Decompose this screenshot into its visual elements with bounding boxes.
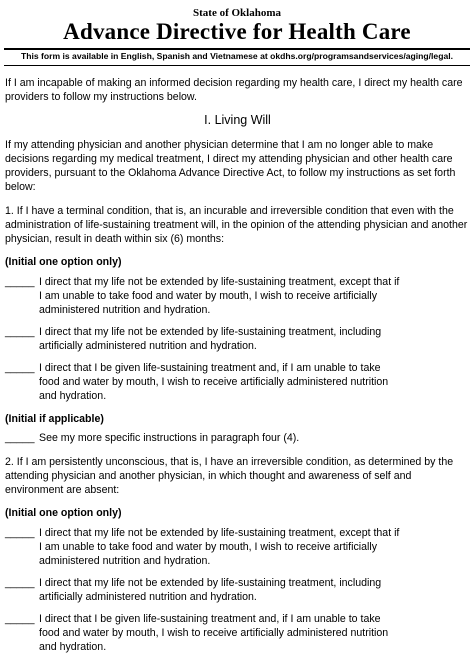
availability-rule — [4, 65, 470, 66]
initial-blank[interactable]: _____ — [5, 527, 35, 539]
initial-blank[interactable]: _____ — [5, 432, 35, 444]
paragraph-1-option-1 — [5, 275, 470, 317]
initial-blank[interactable]: _____ — [5, 613, 35, 625]
paragraph-1-applicable-label: (Initial if applicable) — [5, 413, 104, 425]
initial-blank[interactable]: _____ — [5, 577, 35, 589]
paragraph-1-text: 1. If I have a terminal condition, that is, an incurable and irreversible condition that even with the administration of life-sustaining treatment will, in the opinion of the attending physician and another physician, result in death within six (6) months: — [5, 205, 468, 245]
form-header — [0, 0, 474, 44]
section-title: I. Living Will — [204, 113, 271, 127]
initial-blank[interactable]: _____ — [5, 326, 35, 338]
paragraph-1-option-2 — [5, 325, 470, 353]
option-text: I direct that my life not be extended by life-sustaining treatment, except that if I am unable to take food and water by mouth, I wish to receive artificially administered nutrition and hydration. — [39, 276, 400, 316]
paragraph-2-option-2 — [5, 576, 470, 604]
paragraph-2-option-3 — [5, 612, 470, 654]
paragraph-2-text: 2. If I am persistently unconscious, that is, I have an irreversible condition, as determined by the attending physician and another physician, in which thought and awareness of self and environment are absent: — [5, 456, 454, 496]
initial-blank[interactable]: _____ — [5, 276, 35, 288]
availability-note: This form is available in English, Spanish and Vietnamese at okdhs.org/programsandservices/aging/legal. — [20, 51, 454, 61]
living-will-preamble: If my attending physician and another physician determine that I am no longer able to make decisions regarding my medical treatment, I direct my attending physician and other health care providers, pursuant to the Oklahoma Advance Directive Act, to follow my instructions as set forth below: — [5, 139, 456, 193]
option-text: I direct that I be given life-sustaining treatment and, if I am unable to take food and water by mouth, I wish to receive artificially administered nutrition and hydration. — [39, 613, 389, 653]
form-body — [0, 76, 474, 654]
state-name: State of Oklahoma — [193, 7, 281, 19]
intro-paragraph: If I am incapable of making an informed decision regarding my health care, I direct my health care providers to follow my instructions below. — [5, 77, 463, 103]
paragraph-2-initial-label: (Initial one option only) — [5, 507, 122, 519]
option-text: I direct that my life not be extended by life-sustaining treatment, including artificially administered nutrition and hydration. — [39, 577, 382, 603]
option-text: I direct that I be given life-sustaining treatment and, if I am unable to take food and water by mouth, I wish to receive artificially administered nutrition and hydration. — [39, 362, 389, 402]
option-text: I direct that my life not be extended by life-sustaining treatment, including artificially administered nutrition and hydration. — [39, 326, 382, 352]
option-text: See my more specific instructions in paragraph four (4). — [39, 432, 300, 444]
paragraph-1-initial-label: (Initial one option only) — [5, 256, 122, 268]
paragraph-1-applicable-option — [5, 431, 470, 445]
initial-blank[interactable]: _____ — [5, 362, 35, 374]
option-text: I direct that my life not be extended by life-sustaining treatment, except that if I am unable to take food and water by mouth, I wish to receive artificially administered nutrition and hydration. — [39, 527, 400, 567]
paragraph-2-option-1 — [5, 526, 470, 568]
form-title: Advance Directive for Health Care — [63, 19, 411, 44]
paragraph-1-option-3 — [5, 361, 470, 403]
